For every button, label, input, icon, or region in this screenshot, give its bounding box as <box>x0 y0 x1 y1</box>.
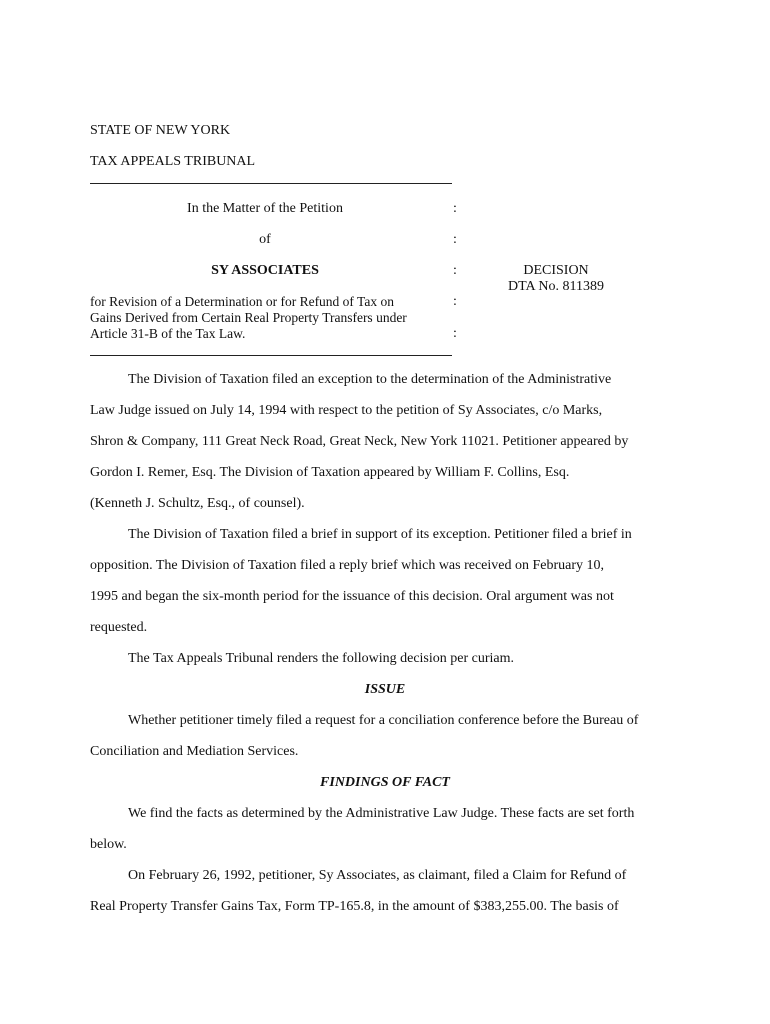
body-line: The Division of Taxation filed an exception to the determination of the Administrative <box>128 372 612 387</box>
caption-purpose-line: Article 31-B of the Tax Law. <box>90 326 246 341</box>
body-line: (Kenneth J. Schultz, Esq., of counsel). <box>90 496 305 511</box>
issue-heading: ISSUE <box>364 682 406 697</box>
body-line: requested. <box>90 620 148 635</box>
body-line: below. <box>90 837 127 852</box>
body-line: On February 26, 1992, petitioner, Sy Associates, as claimant, filed a Claim for Refund of <box>128 868 627 883</box>
caption-colon: : <box>453 326 457 341</box>
body-line: Whether petitioner timely filed a request for a conciliation conference before the Bureau of <box>128 713 639 728</box>
caption-party: SY ASSOCIATES <box>211 263 319 278</box>
caption-bottom-rule <box>90 355 452 356</box>
caption-colon: : <box>453 232 457 247</box>
body-line: We find the facts as determined by the Administrative Law Judge. These facts are set forth <box>128 806 635 821</box>
body-line: The Division of Taxation filed a brief in support of its exception. Petitioner filed a brief in <box>128 527 632 542</box>
caption-purpose-line: Gains Derived from Certain Real Property Transfers under <box>90 310 407 325</box>
caption-purpose-line: for Revision of a Determination or for Refund of Tax on <box>90 294 394 309</box>
tribunal-heading: TAX APPEALS TRIBUNAL <box>90 154 256 169</box>
body-line: The Tax Appeals Tribunal renders the following decision per curiam. <box>128 651 515 666</box>
body-line: Gordon I. Remer, Esq. The Division of Taxation appeared by William F. Collins, Esq. <box>90 465 570 480</box>
state-heading: STATE OF NEW YORK <box>90 123 231 138</box>
caption-colon: : <box>453 294 457 309</box>
caption-colon: : <box>453 263 457 278</box>
caption-of: of <box>259 232 271 247</box>
caption-colon: : <box>453 201 457 216</box>
caption-matter: In the Matter of the Petition <box>187 201 343 216</box>
body-line: Real Property Transfer Gains Tax, Form TP-165.8, in the amount of $383,255.00. The basis of <box>90 899 619 914</box>
body-line: 1995 and began the six-month period for the issuance of this decision. Oral argument was not <box>90 589 614 604</box>
body-line: Shron & Company, 111 Great Neck Road, Great Neck, New York 11021. Petitioner appeared by <box>90 434 629 449</box>
body-line: Law Judge issued on July 14, 1994 with respect to the petition of Sy Associates, c/o Marks, <box>90 403 603 418</box>
caption-top-rule <box>90 183 452 184</box>
decision-label: DECISION <box>523 263 589 278</box>
dta-number: DTA No. 811389 <box>508 279 604 294</box>
body-line: Conciliation and Mediation Services. <box>90 744 299 759</box>
findings-heading: FINDINGS OF FACT <box>320 775 450 790</box>
body-line: opposition. The Division of Taxation filed a reply brief which was received on February 10, <box>90 558 605 573</box>
